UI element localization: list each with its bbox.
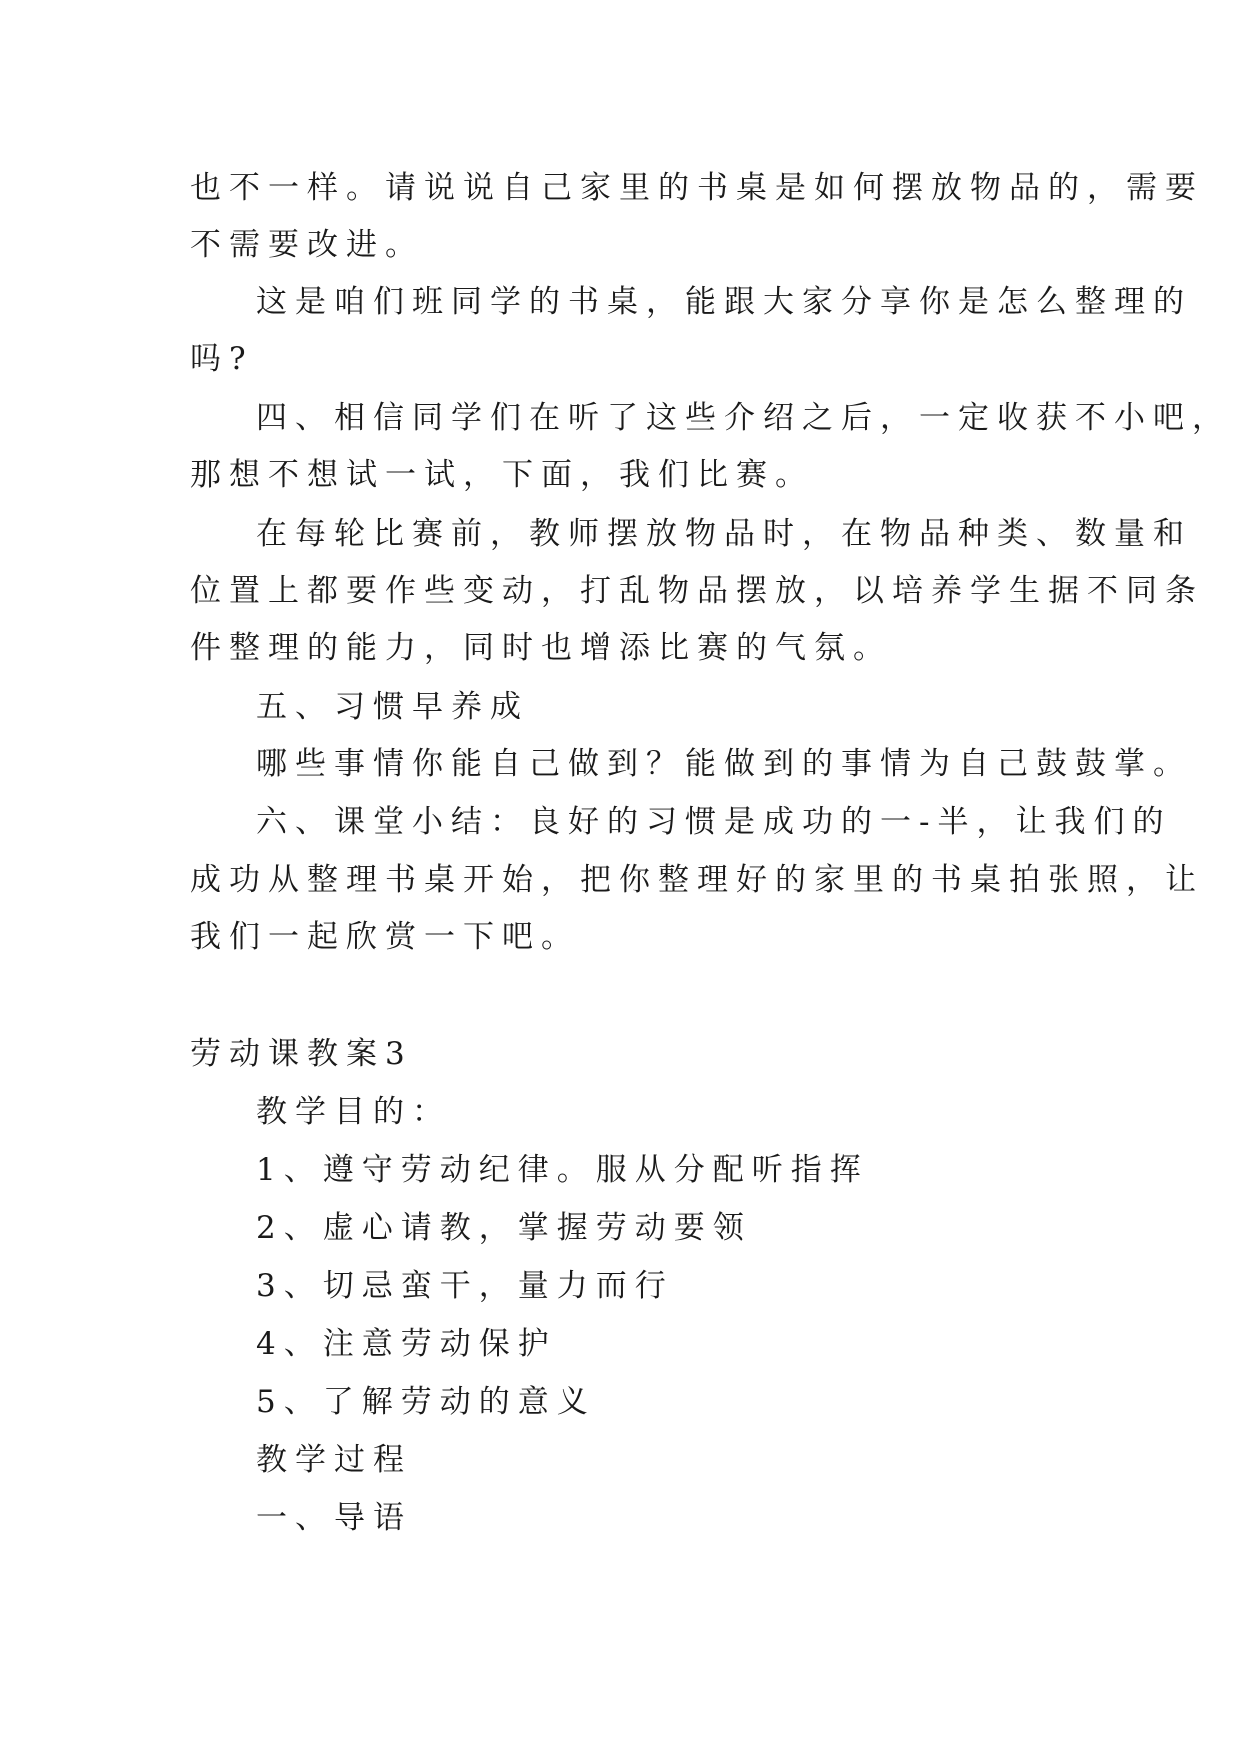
list-item: 1、遵守劳动纪律。服从分配听指挥 [256,1152,869,1188]
list-item: 4、注意劳动保护 [256,1326,557,1362]
document-title: 劳动课教案3 [190,1036,413,1072]
paragraph-line: 件整理的能力，同时也增添比赛的气氛。 [190,630,892,666]
paragraph-line: 六、课堂小结：良好的习惯是成功的一-半，让我们的 [256,804,1172,840]
section-heading: 一、导语 [256,1500,412,1536]
section-heading: 教学过程 [256,1442,412,1478]
paragraph-line: 在每轮比赛前，教师摆放物品时，在物品种类、数量和 [256,516,1192,552]
paragraph-line: 也不一样。请说说自己家里的书桌是如何摆放物品的，需要 [190,170,1204,206]
paragraph-line: 成功从整理书桌开始，把你整理好的家里的书桌拍张照，让 [190,862,1204,898]
paragraph-line: 哪些事情你能自己做到？能做到的事情为自己鼓鼓掌。 [256,746,1192,782]
list-item: 5、了解劳动的意义 [256,1384,596,1420]
paragraph-line: 那想不想试一试，下面，我们比赛。 [190,457,814,493]
list-item: 3、切忌蛮干，量力而行 [256,1268,674,1304]
paragraph-line: 位置上都要作些变动，打乱物品摆放，以培养学生据不同条 [190,573,1204,609]
section-heading: 五、习惯早养成 [256,689,529,725]
section-heading: 教学目的： [256,1094,451,1130]
paragraph-line: 不需要改进。 [190,227,424,263]
paragraph-line: 这是咱们班同学的书桌，能跟大家分享你是怎么整理的 [256,284,1192,320]
paragraph-line: 吗? [190,341,254,377]
paragraph-line: 四、相信同学们在听了这些介绍之后，一定收获不小吧， [256,400,1231,436]
list-item: 2、虚心请教，掌握劳动要领 [256,1210,752,1246]
paragraph-line: 我们一起欣赏一下吧。 [190,919,580,955]
